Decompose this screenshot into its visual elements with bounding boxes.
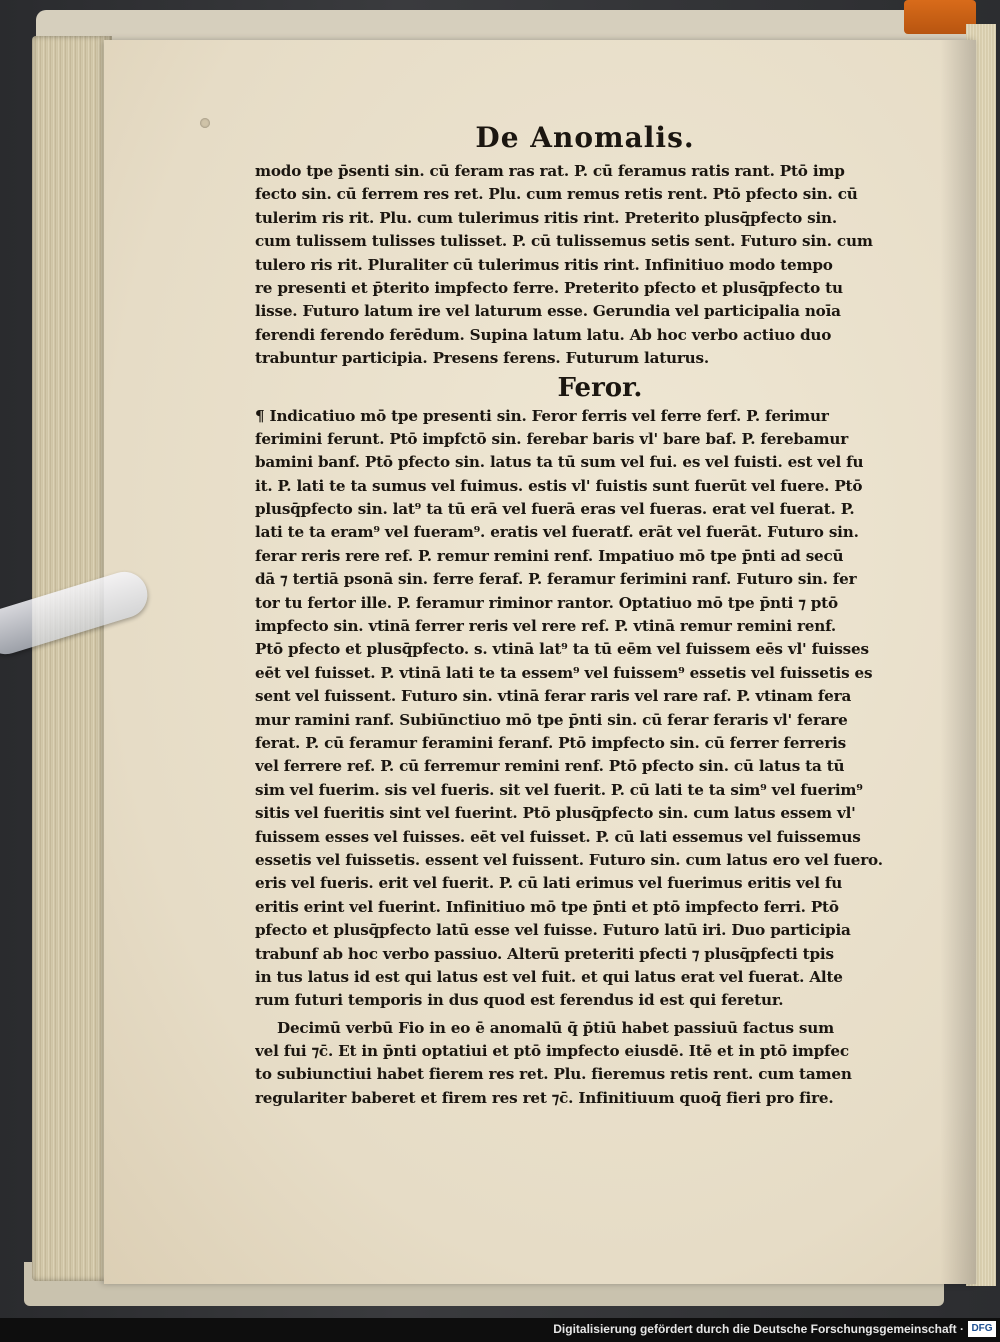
text-line: fuissem esses vel fuisses. eēt vel fuisset. P. cū lati essemus vel fuissemus bbox=[255, 827, 861, 846]
text-line: sitis vel fueritis sint vel fuerint. Ptō plusq̄pfecto sin. cum latus essem vl' bbox=[255, 804, 856, 823]
text-line: Ptō pfecto et plusq̄pfecto. s. vtinā lat⁹ ta tū eēm vel fuissem eēs vl' fuisses bbox=[255, 640, 869, 659]
page-heading: De Anomalis. bbox=[475, 121, 695, 154]
text-line: tulero ris rit. Pluraliter cū tulerimus ritis rint. Infinitiuo modo tempo bbox=[255, 255, 833, 274]
text-line: re presenti et p̄terito impfecto ferre. Preterito pfecto et plusq̄pfecto tu bbox=[255, 278, 843, 297]
text-block-anomalis bbox=[255, 160, 915, 371]
text-line: plusq̄pfecto sin. lat⁹ ta tū erā vel fuerā eras vel fueras. erat vel fuerat. P. bbox=[255, 500, 855, 519]
footer-credit: Digitalisierung gefördert durch die Deutsche Forschungsgemeinschaft · bbox=[553, 1322, 964, 1336]
section-heading: Feror. bbox=[557, 372, 643, 403]
text-line: modo tpe p̄senti sin. cū feram ras rat. P. cū feramus ratis rant. Ptō imp bbox=[255, 162, 845, 180]
text-line: bamini banf. Ptō pfecto sin. latus ta tū sum vel fui. es vel fuisti. est vel fu bbox=[255, 453, 864, 472]
text-line: ferar reris rere ref. P. remur remini renf. Impatiuo mō tpe p̄nti ad secū bbox=[255, 546, 844, 565]
text-line: regulariter baberet et firem res ret ⁊c̄. Infinitiuum quoq̄ fieri pro fire. bbox=[255, 1088, 834, 1107]
text-line: eritis erint vel fuerint. Infinitiuo mō tpe p̄nti et ptō impfecto ferri. Ptō bbox=[255, 897, 839, 916]
text-line: tor tu fertor ille. P. feramur riminor rantor. Optatiuo mō tpe p̄nti ⁊ ptō bbox=[255, 593, 838, 612]
text-line: dā ⁊ tertiā psonā sin. ferre feraf. P. feramur ferimini ranf. Futuro sin. fer bbox=[255, 570, 857, 589]
text-line: rum futuri temporis in dus quod est ferendus id est qui feretur. bbox=[255, 991, 784, 1010]
text-line: trabunf ab hoc verbo passiuo. Alterū preteriti pfecti ⁊ plusq̄pfecti tpis bbox=[255, 944, 834, 963]
text-block-fio bbox=[255, 1017, 915, 1111]
footer-bar bbox=[0, 1318, 1000, 1342]
left-page-edges bbox=[32, 36, 112, 1281]
text-line: ¶ Indicatiuo mō tpe presenti sin. Feror ferris vel ferre ferf. P. ferimur bbox=[255, 406, 829, 425]
text-line: eēt vel fuisset. P. vtinā lati te ta essem⁹ vel fuissem⁹ essetis vel fuissetis es bbox=[255, 663, 873, 682]
text-line: cum tulissem tulisses tulisset. P. cū tulissemus setis sent. Futuro sin. cum bbox=[255, 232, 873, 251]
text-line: vel ferrere ref. P. cū ferremur remini renf. Ptō pfecto sin. cū latus ta tū bbox=[255, 757, 845, 776]
text-line: essetis vel fuissetis. essent vel fuissent. Futuro sin. cum latus ero vel fuero. bbox=[255, 850, 883, 869]
page-text bbox=[255, 120, 915, 1110]
text-line: ferat. P. cū feramur feramini feranf. Ptō impfecto sin. cū ferrer ferreris bbox=[255, 733, 846, 752]
text-line: vel fui ⁊c̄. Et in p̄nti optatiui et ptō impfecto eiusdē. Itē et in ptō impfec bbox=[255, 1042, 849, 1061]
text-line: trabuntur participia. Presens ferens. Futurum laturus. bbox=[255, 349, 709, 368]
text-line: ferimini ferunt. Ptō impfctō sin. ferebar baris vl' bare baf. P. ferebamur bbox=[255, 429, 849, 448]
text-line: it. P. lati te ta sumus vel fuimus. estis vl' fuistis sunt fuerūt vel fuere. Ptō bbox=[255, 476, 863, 495]
text-line: mur ramini ranf. Subiūnctiuo mō tpe p̄nti sin. cū ferar feraris vl' ferare bbox=[255, 710, 848, 729]
dfg-logo: DFG bbox=[968, 1321, 996, 1337]
paper-hole bbox=[200, 118, 210, 128]
text-line: fecto sin. cū ferrem res ret. Plu. cum remus retis rent. Ptō pfecto sin. cū bbox=[255, 185, 858, 204]
text-line: pfecto et plusq̄pfecto latū esse vel fuisse. Futuro latū iri. Duo participia bbox=[255, 921, 851, 940]
text-line: sent vel fuissent. Futuro sin. vtinā ferar raris vel rare raf. P. vtinam fera bbox=[255, 687, 852, 706]
text-line: impfecto sin. vtinā ferrer reris vel rere ref. P. vtinā remur remini renf. bbox=[255, 617, 836, 636]
text-line: eris vel fueris. erit vel fuerit. P. cū lati erimus vel fuerimus eritis vel fu bbox=[255, 874, 843, 893]
text-line: lati te ta eram⁹ vel fueram⁹. eratis vel fueratf. erāt vel fuerāt. Futuro sin. bbox=[255, 523, 859, 542]
text-line: lisse. Futuro latum ire vel laturum esse. Gerundia vel participalia noīa bbox=[255, 302, 841, 321]
text-line: Decimū verbū Fio in eo ē anomalū q̄ p̄tiū habet passiuū factus sum bbox=[277, 1018, 834, 1037]
page-gutter bbox=[940, 40, 976, 1284]
text-line: ferendi ferendo ferēdum. Supina latum latu. Ab hoc verbo actiuo duo bbox=[255, 325, 832, 344]
text-line: to subiunctiui habet fierem res ret. Plu. fieremus retis rent. cum tamen bbox=[255, 1065, 852, 1084]
text-line: sim vel fuerim. sis vel fueris. sit vel fuerit. P. cū lati te ta sim⁹ vel fuerim⁹ bbox=[255, 780, 863, 799]
text-line: tulerim ris rit. Plu. cum tulerimus ritis rint. Preterito plusq̄pfecto sin. bbox=[255, 208, 837, 227]
text-line: in tus latus id est qui latus est vel fuit. et qui latus erat vel fuerat. Alte bbox=[255, 967, 843, 986]
text-block-feror bbox=[255, 405, 915, 1013]
